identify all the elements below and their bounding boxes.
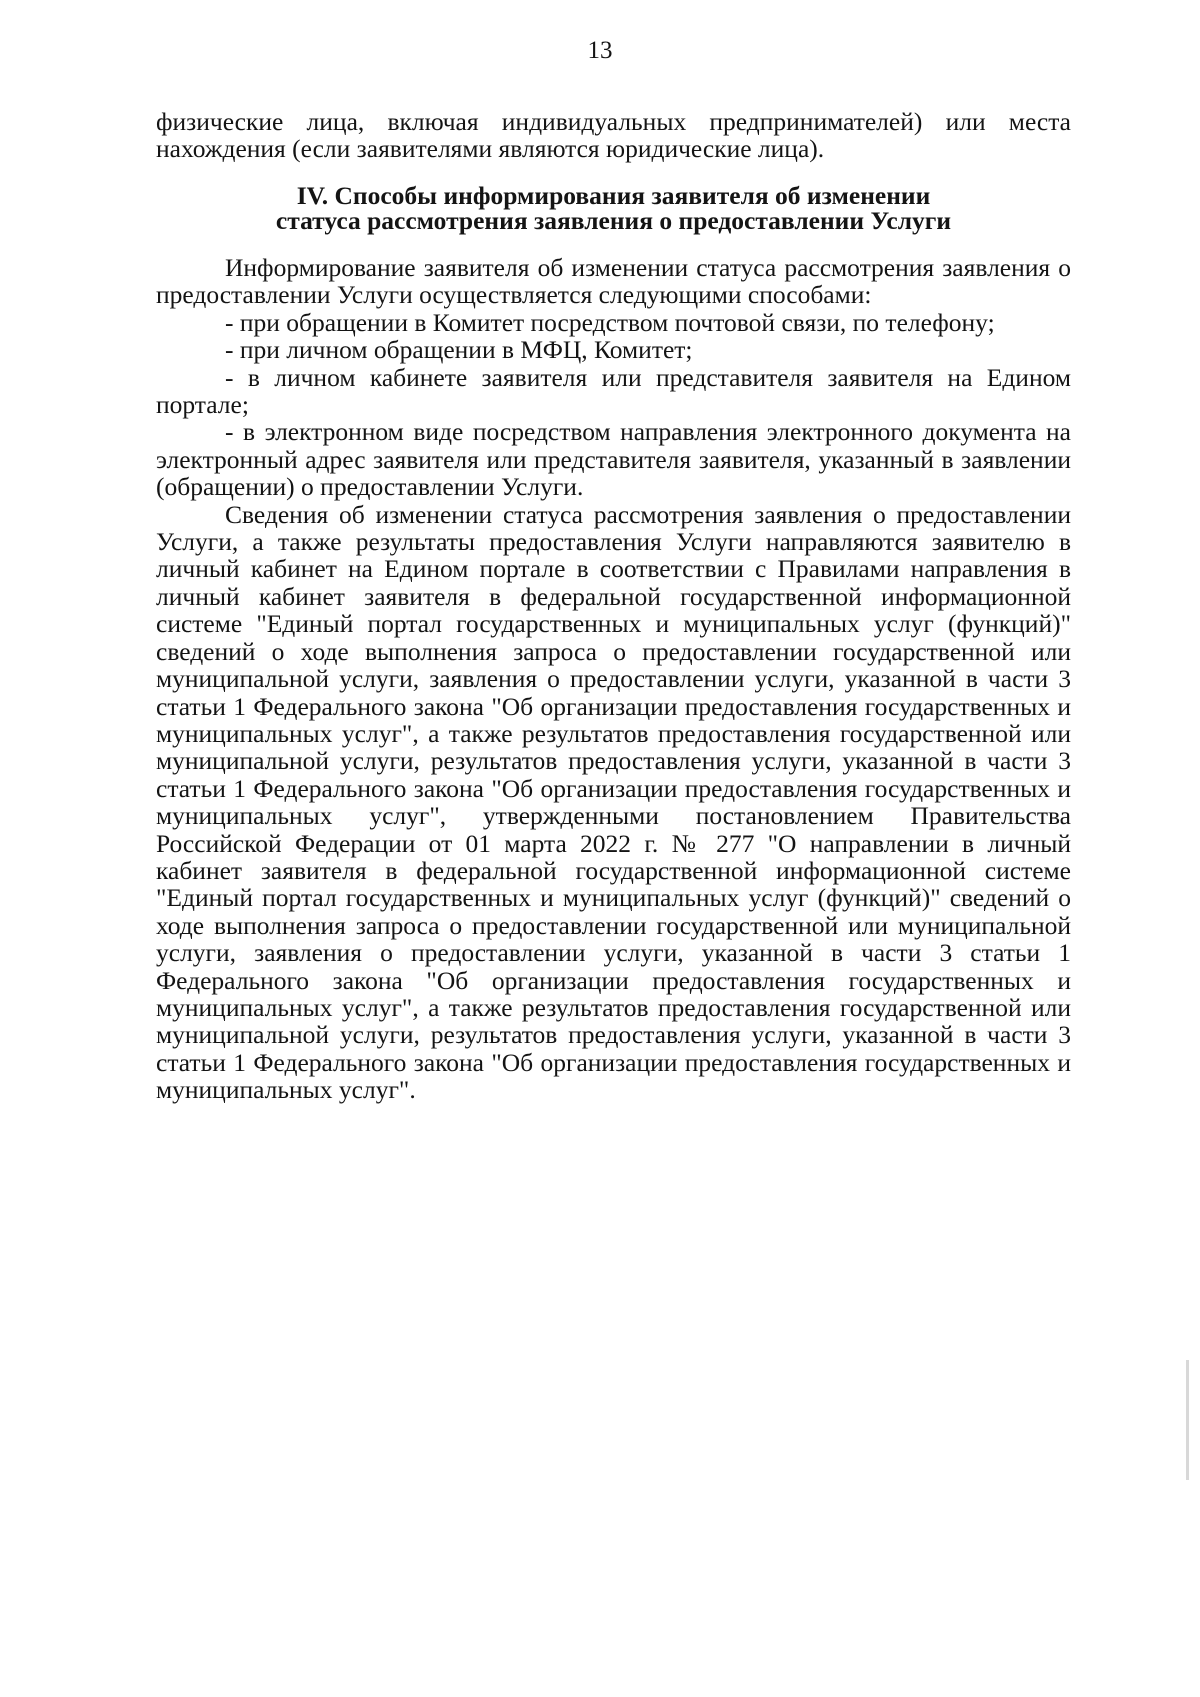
section-body: [156, 254, 1071, 1104]
list-item-electronic: - в электронном виде посредством направления электронного документа на электронный адрес заявителя или представителя заявителя, указанный в заявлении (обращении) о предоставлении Услуги.: [156, 417, 1071, 502]
continuation-paragraph-block: [156, 108, 1071, 163]
page-number: 13: [587, 37, 613, 64]
section-heading-line-2: статуса рассмотрения заявления о предоставлении Услуги: [275, 206, 952, 235]
paragraph-status-info: Сведения об изменении статуса рассмотрения заявления о предоставлении Услуги, а также результаты предоставления Услуги направляются заявителю в личный кабинет на Едином портале в соответствии с Правилами направления в личный кабинет заявителя в федеральной государственной информационной системе "Единый портал государственных и муниципальных услуг (функций)" сведений о ходе выполнения запроса о предоставлении государственной или муниципальной услуги, заявления о предоставлении услуги, указанной в части 3 статьи 1 Федерального закона "Об организации предоставления государственных и муниципальных услуг", а также результатов предоставления государственной или муниципальной услуги, результатов предоставления услуги, указанной в части 3 статьи 1 Федерального закона "Об организации предоставления государственных и муниципальных услуг", утвержденными постановлением Правительства Российской Федерации от 01 марта 2022 г. № 277 "О направлении в личный кабинет заявителя в федеральной государственной информационной системе "Единый портал государственных и муниципальных услуг (функций)" сведений о ходе выполнения запроса о предоставлении государственной или муниципальной услуги, заявления о предоставлении услуги, указанной в части 3 статьи 1 Федерального закона "Об организации предоставления государственных и муниципальных услуг", а также результатов предоставления государственной или муниципальной услуги, результатов предоставления услуги, указанной в части 3 статьи 1 Федерального закона "Об организации предоставления государственных и муниципальных услуг".: [156, 499, 1071, 1105]
continuation-paragraph: физические лица, включая индивидуальных предпринимателей) или места нахождения (если заявителями являются юридические лица).: [156, 107, 1071, 164]
list-item-personal-account: - в личном кабинете заявителя или представителя заявителя на Едином портале;: [156, 362, 1071, 420]
section-heading: [156, 183, 1071, 233]
section-heading-line-1: IV. Способы информирования заявителя об изменении: [296, 181, 931, 210]
scan-artifact-mark: [1186, 1360, 1189, 1480]
list-item-post-phone: - при обращении в Комитет посредством почтовой связи, по телефону;: [225, 307, 995, 337]
paragraph-intro: Информирование заявителя об изменении статуса рассмотрения заявления о предоставлении Услуги осуществляется следующими способами:: [156, 253, 1071, 310]
list-item-personal-visit: - при личном обращении в МФЦ, Комитет;: [225, 335, 693, 365]
